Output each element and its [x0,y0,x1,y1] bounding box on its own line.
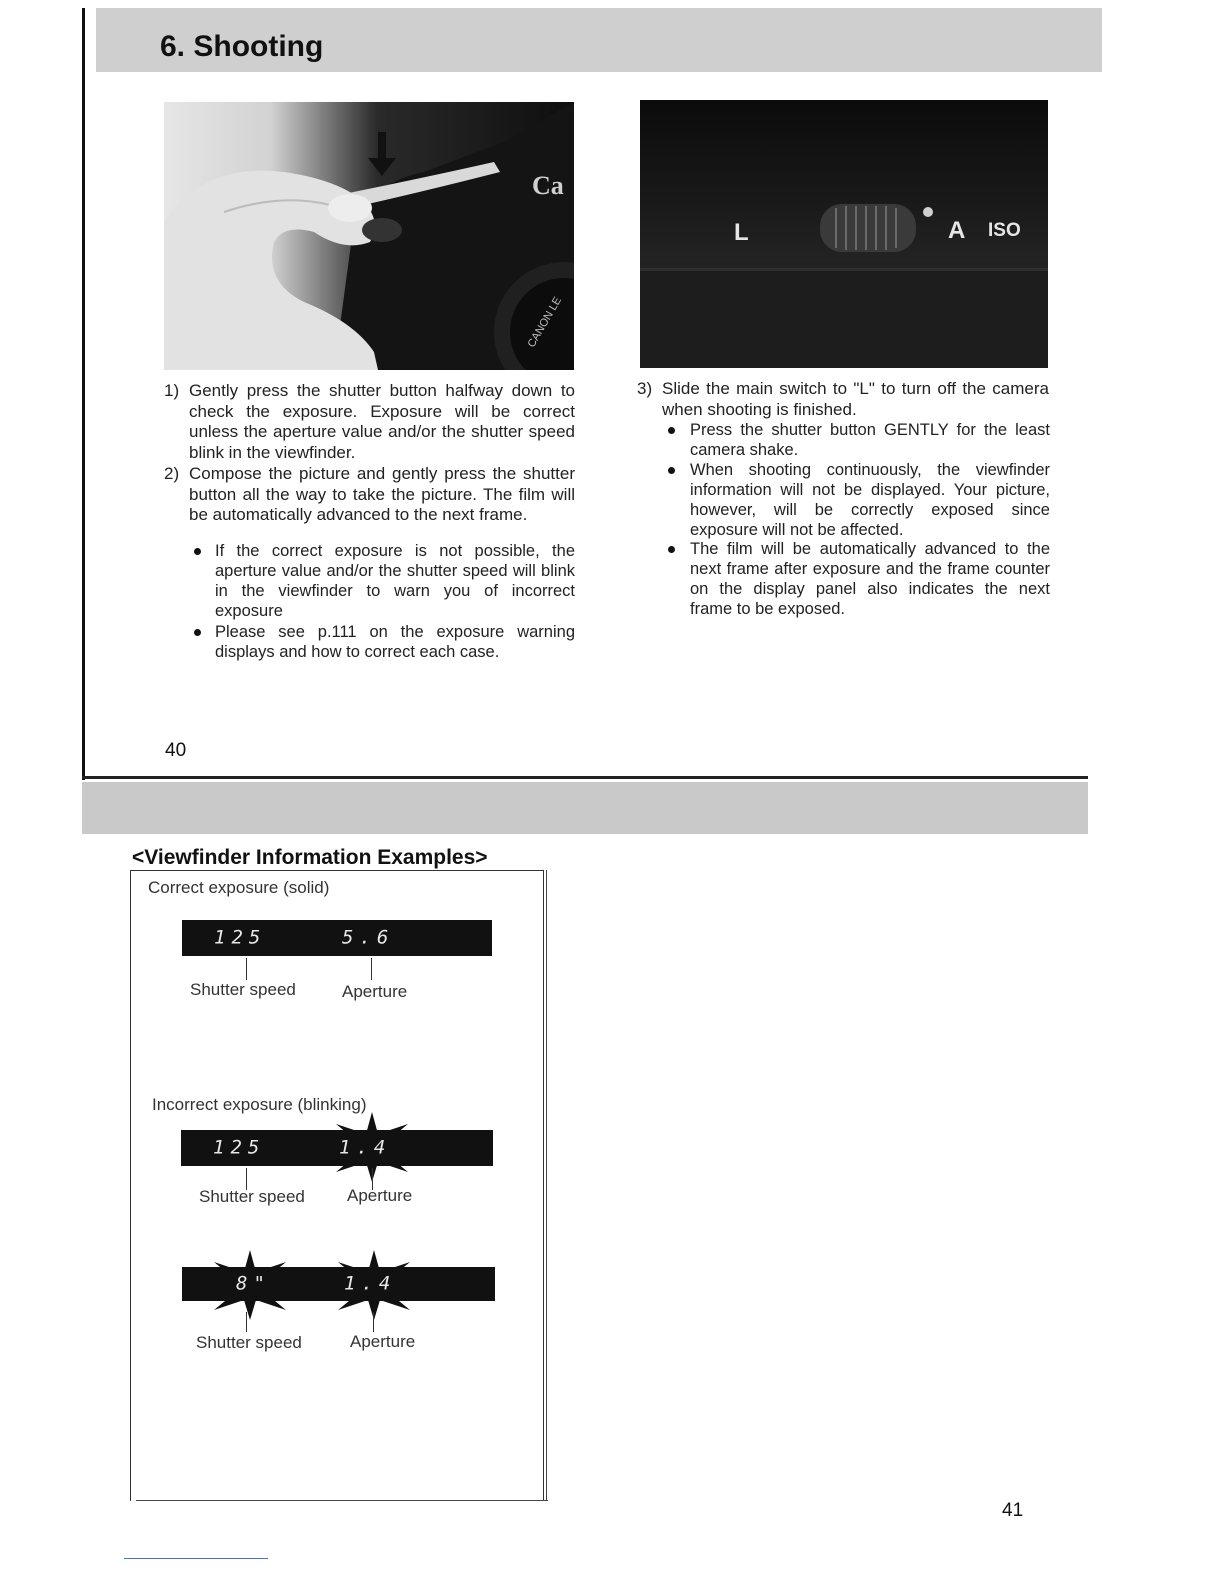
aperture-caption: Aperture [347,1186,413,1205]
viewfinder-box-right [546,870,547,1500]
aperture-caption: Aperture [342,982,408,1001]
step-text-2: Compose the picture and gently press the shutter button all the way to take the picture. The film will be automatically advanced to the next frame. [189,464,575,524]
camera-logo: Ca [532,171,564,200]
bullet-text-right-1: Press the shutter button GENTLY for the least camera shake. [690,421,1050,459]
bullet-text-right-2: When shooting continuously, the viewfinder information will not be displayed. Your picture, however, will be correctly exposed since exposure will not be affected. [690,461,1050,539]
bullet-dot [194,548,201,555]
bullet-dot [668,427,675,434]
bullet-text-right-3: The film will be automatically advanced to the next frame after exposure and the frame counter on the display panel also indicates the next frame to be exposed. [690,540,1050,618]
page-band [82,782,1088,834]
switch-label-a: A [948,217,966,244]
step-number-3: 3) [637,379,653,398]
main-switch-illustration [640,100,1048,368]
page-left-rule [82,8,85,780]
aperture-display: 1.4 [344,1272,397,1295]
leader-line [373,1312,374,1332]
shutter-speed-display: 8" [236,1272,271,1295]
aperture-caption: Aperture [350,1332,416,1351]
bullet-dot [194,629,201,636]
aperture-display: 5.6 [342,926,395,949]
main-switch-photo [640,100,1048,368]
decorative-underline [124,1558,268,1559]
bullet-text-left-2: Please see p.111 on the exposure warning displays and how to correct each case. [215,623,575,661]
shutter-speed-display: 125 [214,926,267,949]
switch-label-iso: ISO [988,220,1021,241]
example-heading-correct: Correct exposure (solid) [148,878,330,897]
page-number-left: 40 [165,740,187,761]
section-title: 6. Shooting [160,30,324,63]
leader-line [371,958,372,980]
shutter-speed-caption: Shutter speed [196,1333,302,1352]
shutter-speed-caption: Shutter speed [190,980,296,999]
step-number-1: 1) [164,381,180,400]
viewfinder-display-incorrect [181,1130,493,1166]
shutter-press-illustration [164,102,574,370]
viewfinder-display-incorrect-bulb [182,1267,495,1301]
step-text-1: Gently press the shutter button halfway down to check the exposure. Exposure will be correct unless the aperture value and/or the shutter speed blink in the viewfinder. [189,381,575,462]
leader-line [246,958,247,980]
step-text-3: Slide the main switch to "L" to turn off the camera when shooting is finished. [662,379,1049,419]
page-divider [82,776,1088,779]
leader-line [246,1312,247,1332]
step-number-2: 2) [164,464,180,483]
viewfinder-box-bottom [136,1500,548,1501]
viewfinder-title: <Viewfinder Information Examples> [132,846,488,869]
shutter-press-photo [164,102,574,370]
example-heading-incorrect: Incorrect exposure (blinking) [152,1095,367,1114]
bullet-dot [668,546,675,553]
switch-label-l: L [734,219,749,246]
bullet-text-left-1: If the correct exposure is not possible, the aperture value and/or the shutter speed will blink in the viewfinder to warn you of incorrect exposure [215,542,575,620]
bullet-dot [668,467,675,474]
shutter-speed-caption: Shutter speed [199,1187,305,1206]
page-number-right: 41 [1002,1500,1024,1521]
viewfinder-box [130,870,544,1501]
viewfinder-display-correct [182,920,492,956]
shutter-speed-display: 125 [213,1136,266,1159]
aperture-display: 1.4 [339,1136,392,1159]
lens-label: CANON LE [525,294,565,350]
